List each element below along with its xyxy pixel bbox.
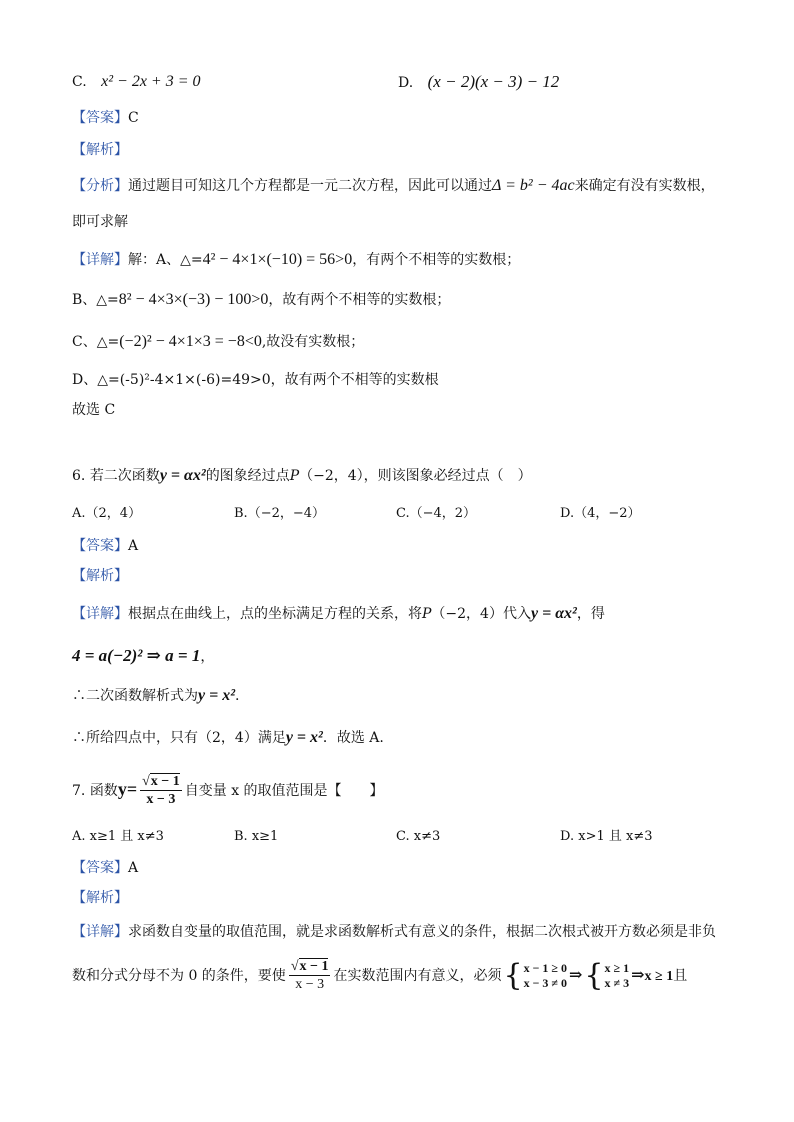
q6-detail [72,604,605,624]
fraction-numerator: √x − 1 [290,959,329,974]
q5-detail-d [72,370,439,390]
answer-value: A [128,538,139,554]
solution-row: x ≥ 1 [604,961,630,975]
question-number: 6. [72,468,86,484]
line-math: y = x² [285,729,323,746]
fraction-numerator: √x − 1 [142,774,180,789]
detail-line: D、△=(-5)²-4×1×(-6)=49>0，故有两个不相等的实数根 [72,372,439,388]
q5-fenxi-line-2 [72,212,128,232]
condition-row: x − 1 ≥ 0 [523,961,568,975]
stem-text: 函数 [89,783,118,799]
q7-stem [72,770,384,810]
analysis-tag: 【解析】 [72,890,128,906]
fenxi-text-end: 即可求解 [72,214,128,230]
option-label: D. [398,75,414,91]
q6-analysis-tag [72,566,128,586]
option-equation: x² − 2x + 3 = 0 [101,73,201,90]
q6-line2 [72,686,239,706]
line-text: ∴二次函数解析式为 [72,688,198,704]
option-label: C. [396,829,410,844]
q7-detail-line1 [72,922,716,942]
answer-value: C [128,110,139,126]
detail-math: 4² − 4×1×(−10) = 56>0 [202,251,353,268]
detail-text: ，得 [576,606,605,622]
brace-icon: { [503,958,523,993]
option-text: （2，4） [85,506,142,521]
answer-tag: 【答案】 [72,860,128,876]
brace-icon: { [584,958,604,993]
line-text: . [235,688,240,704]
stem-text: 若二次函数 [89,468,160,484]
option-text: x≥1 且 x≠3 [89,829,164,844]
q5-detail-a [72,250,520,270]
stem-text: （−2，4），则该图象必经过点（ ） [299,468,532,484]
line-math: y = x² [198,687,236,704]
option-text: x>1 且 x≠3 [578,829,653,844]
detail-text: 在实数范围内有意义，必须 [333,968,502,984]
detail-head: B、△= [72,292,119,308]
detail-tag: 【详解】 [72,606,128,622]
step-tail: ， [200,649,215,665]
radicand: x − 1 [150,774,180,789]
detail-math: y = αx² [530,605,577,622]
q5-conclusion [72,400,115,420]
condition-row: x − 3 ≠ 0 [523,976,568,990]
detail-tag: 【详解】 [72,252,128,268]
discriminant-formula: Δ = b² − 4ac [492,177,575,194]
option-text: （−4，2） [409,506,477,521]
analysis-tag: 【解析】 [72,568,128,584]
answer-tag: 【答案】 [72,110,128,126]
q5-analysis-tag [72,140,128,160]
option-text: （4，−2） [574,506,641,521]
fenxi-text-tail: 来确定有没有实数根， [574,178,715,194]
option-equation: (x − 2)(x − 3) − 12 [427,72,560,91]
detail-fraction [289,959,331,993]
detail-math: 8² − 4×3×(−3) − 100>0 [118,291,269,308]
q6-stem [72,466,532,486]
q7-analysis-tag [72,888,128,908]
line-text: ．故选 A. [322,730,384,746]
solution-system [584,958,630,993]
q6-line3 [72,728,384,748]
function-y: y= [117,779,138,799]
detail-text: 数和分式分母不为 0 的条件，要使 [72,968,286,984]
fenxi-tag: 【分析】 [72,178,128,194]
point-label: P [289,468,300,484]
solution-row: x ≠ 3 [604,976,630,990]
option-label: D. [560,829,575,844]
line-text: ∴所给四点中，只有（2，4）满足 [72,730,286,746]
step-math: 4 = a(−2)² ⇒ a = 1 [72,646,201,665]
detail-tail: ，有两个不相等的实数根； [352,252,521,268]
answer-value: A [128,860,139,876]
option-label: A. [72,829,86,844]
stem-text: 自变量 x 的取值范围是【 】 [184,783,384,799]
option-text: x≥1 [251,829,279,844]
implies-arrow: ⇒ [569,967,583,984]
detail-text: 求函数自变量的取值范围，就是求函数解析式有意义的条件，根据二次根式被开方数必须是非负 [128,924,716,940]
q5-detail-b [72,290,450,310]
q5-option-d [398,72,559,93]
detail-text: 解：A、△= [128,252,203,268]
final-tail: 且 [673,968,688,984]
fraction-denominator: x − 3 [295,977,325,992]
q6-option-c [396,505,476,523]
q6-step [72,646,214,667]
condition-system [503,958,568,993]
q5-detail-c [72,332,364,352]
q5-option-c [72,72,201,92]
option-label: B. [234,829,248,844]
q7-option-d [560,828,653,846]
analysis-tag: 【解析】 [72,142,128,158]
question-number: 7. [72,783,86,799]
option-label: D. [560,506,575,521]
detail-head: C、△= [72,334,120,350]
point-label: P [422,606,432,622]
q7-option-c [396,828,440,846]
q6-option-b [234,505,325,523]
option-label: B. [234,506,248,521]
q6-option-a [72,505,141,523]
detail-text: 根据点在曲线上，点的坐标满足方程的关系，将 [128,606,422,622]
q6-answer-line [72,536,138,556]
option-text: （−2，−4） [247,506,326,521]
final-result: x ≥ 1 [644,969,674,984]
fenxi-text: 通过题目可知这几个方程都是一元二次方程，因此可以通过 [128,178,492,194]
implies-arrow: ⇒ [631,967,645,984]
q7-answer-line [72,858,138,878]
option-label: A. [72,506,86,521]
stem-text: 的图象经过点 [205,468,290,484]
detail-tag: 【详解】 [72,924,128,940]
q5-fenxi-line [72,176,715,196]
radicand: x − 1 [299,959,329,974]
option-text: x≠3 [413,829,441,844]
conclusion-text: 故选 C [72,402,116,418]
option-label: C. [72,74,87,90]
detail-tail: ，故有两个不相等的实数根； [268,292,451,308]
detail-text: （−2，4）代入 [431,606,531,622]
q7-option-b [234,828,278,846]
detail-tail: ,故没有实数根； [261,334,365,350]
answer-tag: 【答案】 [72,538,128,554]
function-fraction [140,774,182,808]
stem-math: y = αx² [159,467,206,484]
q6-option-d [560,505,641,523]
q7-detail-line2 [72,956,687,997]
detail-math: (−2)² − 4×1×3 = −8<0 [119,333,262,350]
fraction-denominator: x − 3 [146,792,176,807]
option-label: C. [396,506,410,521]
q7-option-a [72,828,164,846]
q5-answer-line [72,108,139,128]
